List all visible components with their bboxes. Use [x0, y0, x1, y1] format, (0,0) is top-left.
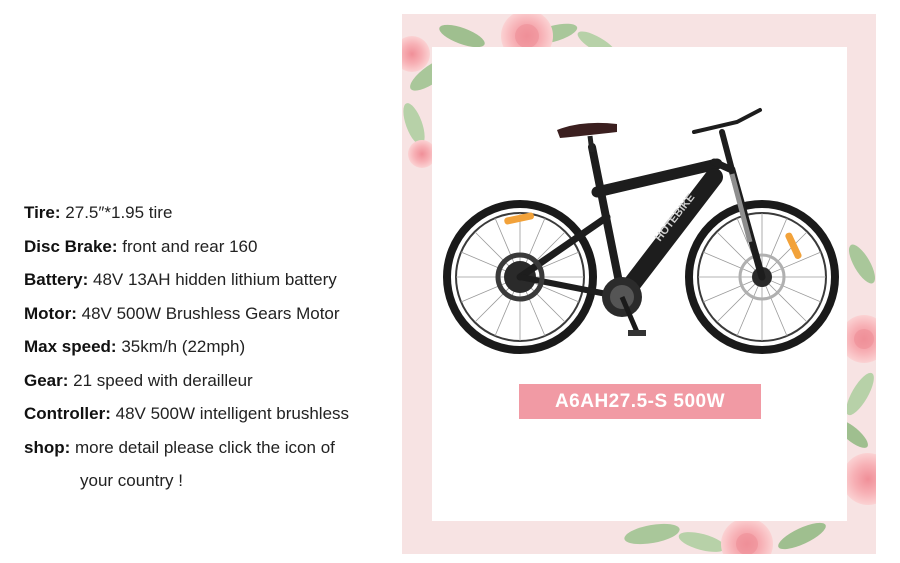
spec-list — [24, 196, 404, 498]
spec-value: 48V 500W Brushless Gears Motor — [81, 303, 340, 323]
spec-max-speed — [24, 330, 404, 364]
spec-value: 27.5″*1.95 tire — [65, 203, 173, 222]
spec-label: Max speed: — [24, 337, 117, 356]
bike-frame — [520, 110, 762, 297]
electric-bike-image — [432, 92, 847, 362]
spec-value: your country ! — [80, 471, 183, 490]
spec-label: Disc Brake: — [24, 236, 118, 256]
spec-value: 35km/h (22mph) — [121, 337, 246, 356]
spec-label: Battery: — [24, 270, 89, 289]
model-badge: A6AH27.5-S 500W — [519, 384, 761, 419]
spec-value: 21 speed with derailleur — [73, 370, 253, 390]
spec-controller — [24, 397, 404, 431]
spec-label: Motor: — [24, 303, 77, 323]
spec-label: Controller: — [24, 404, 111, 423]
spec-shop-continued — [24, 464, 404, 498]
saddle — [557, 123, 617, 152]
spec-value: 48V 13AH hidden lithium battery — [92, 270, 337, 289]
spec-battery — [24, 263, 404, 297]
spec-label: Tire: — [24, 203, 61, 222]
spec-shop — [24, 431, 404, 465]
spec-disc-brake — [24, 230, 404, 264]
spec-label: shop: — [24, 437, 71, 457]
frame-logo: HOTEBIKE — [652, 191, 698, 244]
spec-value: front and rear 160 — [122, 236, 258, 256]
rose-icon — [721, 518, 773, 554]
product-card — [432, 47, 847, 521]
spec-motor — [24, 297, 404, 331]
spec-tire — [24, 196, 404, 230]
spec-gear — [24, 364, 404, 398]
spec-label: Gear: — [24, 370, 69, 390]
spec-value: 48V 500W intelligent brushless — [115, 404, 350, 423]
spec-value: more detail please click the icon of — [75, 437, 335, 457]
